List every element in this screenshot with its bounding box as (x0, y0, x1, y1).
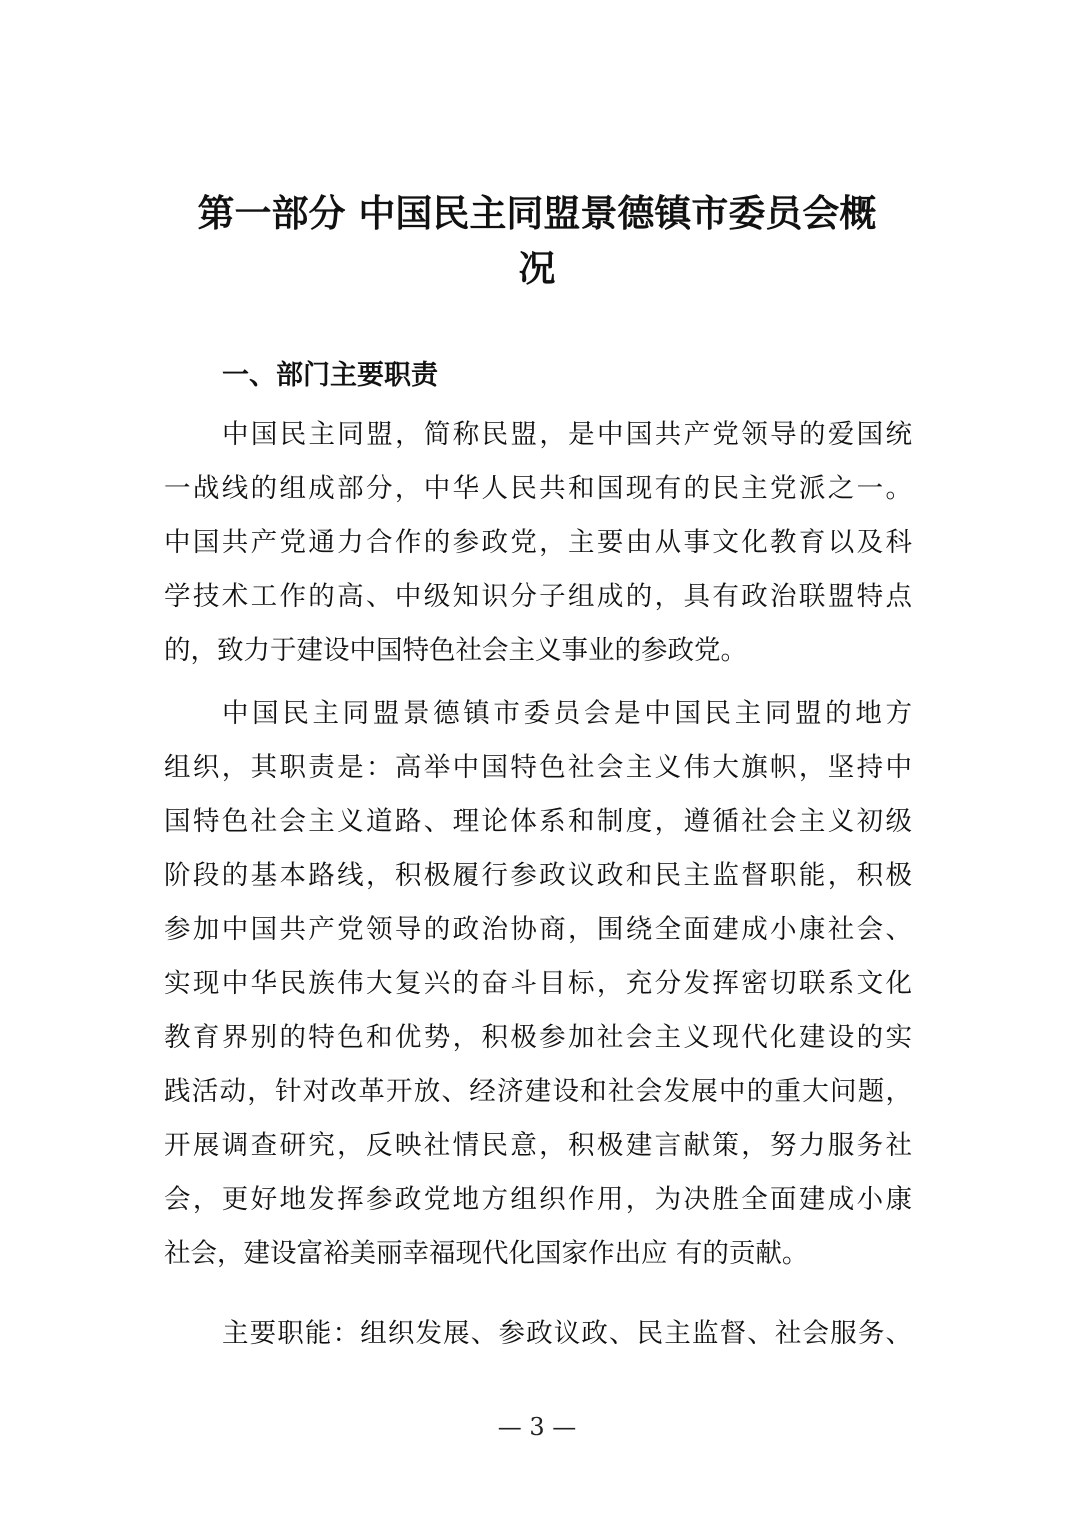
text-line: 中国民主同盟，简称民盟，是中国共产党领导的爱国统 (222, 419, 912, 450)
text-line: 中国共产党通力合作的参政党，主要由从事文化教育以及科 (164, 527, 912, 558)
page-number: — 3 — (497, 1413, 577, 1441)
paragraph-3 (164, 1307, 912, 1361)
text-line: 社会，建设富裕美丽幸福现代化国家作出应 有的贡献。 (164, 1238, 809, 1269)
text-line: 教育界别的特色和优势，积极参加社会主义现代化建设的实 (164, 1022, 912, 1053)
paragraph-2 (164, 687, 912, 1281)
page-title-line-2: 况 (518, 247, 556, 290)
text-line: 会，更好地发挥参政党地方组织作用，为决胜全面建成小康 (164, 1184, 912, 1215)
text-line: 开展调查研究，反映社情民意，积极建言献策，努力服务社 (164, 1130, 912, 1161)
page-title-line-1: 第一部分 中国民主同盟景德镇市委员会概 (197, 192, 877, 235)
page-title (150, 186, 924, 296)
text-line: 践活动，针对改革开放、经济建设和社会发展中的重大问题， (164, 1076, 912, 1107)
text-line: 参加中国共产党领导的政治协商，围绕全面建成小康社会、 (164, 914, 912, 945)
text-line: 学技术工作的高、中级知识分子组成的，具有政治联盟特点 (164, 581, 912, 612)
text-line: 一战线的组成部分，中华人民共和国现有的民主党派之一。 (164, 473, 912, 504)
text-line: 实现中华民族伟大复兴的奋斗目标，充分发挥密切联系文化 (164, 968, 912, 999)
paragraph-1 (164, 408, 912, 678)
text-line: 国特色社会主义道路、理论体系和制度，遵循社会主义初级 (164, 806, 912, 837)
text-line: 主要职能：组织发展、参政议政、民主监督、社会服务、 (222, 1318, 912, 1349)
text-line: 阶段的基本路线，积极履行参政议政和民主监督职能，积极 (164, 860, 912, 891)
section-heading: 一、部门主要职责 (222, 360, 438, 391)
text-line: 组织，其职责是：高举中国特色社会主义伟大旗帜，坚持中 (164, 752, 912, 783)
text-line: 中国民主同盟景德镇市委员会是中国民主同盟的地方 (222, 698, 912, 729)
text-line: 的，致力于建设中国特色社会主义事业的参政党。 (164, 635, 747, 666)
